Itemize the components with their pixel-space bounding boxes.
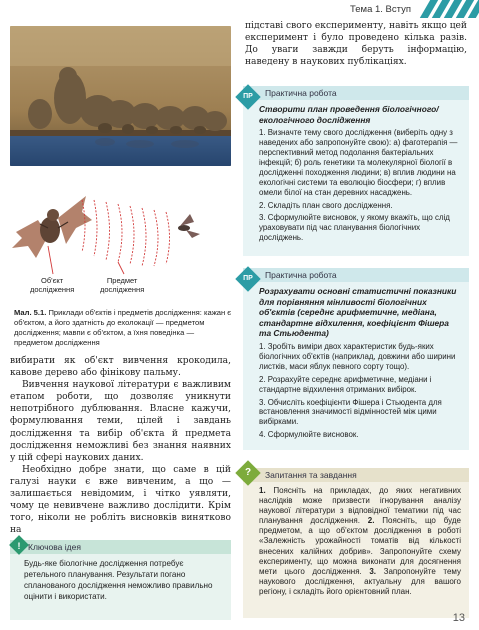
practical-badge-icon: ПР bbox=[243, 275, 253, 282]
practical-title: Створити план проведення біологічного/екологічного дослідження bbox=[259, 104, 439, 125]
practical-heading: Практична робота bbox=[243, 268, 469, 282]
label-subject: Предмет дослідження bbox=[100, 276, 145, 294]
left-body-text bbox=[10, 355, 231, 536]
practical-heading: Практична робота bbox=[243, 86, 469, 100]
practical-item: 4. Сформулюйте висновок. bbox=[259, 430, 359, 440]
question-number: 1. bbox=[259, 486, 266, 495]
practical-work-box-1 bbox=[243, 86, 469, 256]
bat-illustration bbox=[12, 196, 92, 258]
left-paragraph-3: Необхідно добре знати, що саме в цій галузі науки є вже вивченим, а що — залишається невідомим, і чітко уявляти, чому це невивчене важливо дослідити. Крім того, ніколи не робліть висновків винятково на bbox=[10, 464, 231, 536]
key-idea-heading: Ключова ідея bbox=[10, 540, 231, 554]
question-number: 3. bbox=[369, 566, 377, 576]
page-number: 13 bbox=[452, 612, 465, 624]
bat-echolocation-figure bbox=[8, 182, 233, 302]
practical-item: 2. Розрахуйте середнє арифметичне, медіани і стандартне відхилення отриманих вибірок. bbox=[259, 374, 432, 394]
caption-text: Приклади об'єктів і предметів дослідження: кажан є об'єктом, а його здатність до ехолокації — предметом дослідження; мавпи є об'єктом, а їхня поведінка — предметом дослідження bbox=[14, 308, 232, 347]
practical-item: 3. Обчисліть коефіцієнти Фішера і Стьюдента для встановлення значимості відмінностей між цими вибірками. bbox=[259, 397, 442, 427]
left-paragraph-1: вибирати як об'єкт вивчення крокодила, кавове дерево або фініковy пальму. bbox=[10, 356, 231, 379]
question-number: 2. bbox=[367, 516, 375, 526]
header-title: Тема 1. Вступ bbox=[349, 3, 411, 15]
questions-heading: Запитання та завдання bbox=[243, 468, 469, 482]
questions-text bbox=[243, 482, 469, 597]
question-mark-icon: ? bbox=[244, 467, 252, 478]
practical-item: 1. Визначте тему свого дослідження (виберіть одну з наведених або запропонуйте свою): а) фаготерапія — перспективний метод подолання бактеріальних інфекцій; б) роль генетики та молекулярної біології в дослідженні походження людини; в) вплив людини на екологічні системи та еволюцію біосфери; г) вплив омели білої на стан деревних насаджень. bbox=[259, 128, 458, 197]
right-paragraph: підставі свого експерименту, навіть якщо цей експеримент і було проведено кілька разів. До уваги завжди беруть інформацію, наведену в наукових публікаціях. bbox=[245, 21, 467, 68]
baboons-photo bbox=[10, 26, 231, 166]
key-idea-text: Будь-яке біологічне дослідження потребує ретельного планування. Результати погано спланованого дослідження неможливо правильно оцінити і використати. bbox=[24, 559, 213, 601]
practical-item: 1. Зробіть виміри двох характеристик будь-яких біологічних об'єктів (наприклад, довжини або ширини листків, маси яблук певного сорту тощо). bbox=[259, 341, 456, 371]
question-text: Запропонуйте тему наукового дослідження, актуальну для вашого регіону, і складіть його орієнтовний план. bbox=[259, 566, 461, 596]
key-idea-box bbox=[10, 540, 231, 620]
practical-item: 2. Складіть план свого дослідження. bbox=[259, 200, 393, 210]
label-object: Об'єкт дослідження bbox=[30, 276, 75, 294]
page-header bbox=[339, 0, 479, 18]
practical-work-box-2 bbox=[243, 268, 469, 450]
practical-item: 3. Сформулюйте висновок, у якому вкажіть, що слід ураховувати під час планування біологічних досліджень. bbox=[259, 213, 450, 243]
figure-caption bbox=[14, 308, 234, 348]
left-paragraph-2: Вивчення наукової літератури є важливим етапом роботи, що дозволяє уникнути непотрібного дублювання. Власне кажучи, формулювання теми, цілей і завдань дослідження та вибір об'єкта й предмета дослідження неможливі без знання наявних у цій сфері наукових даних. bbox=[10, 380, 231, 463]
caption-label: Мал. 5.1. bbox=[14, 308, 47, 317]
insect-illustration bbox=[178, 214, 200, 238]
header-stripes bbox=[419, 0, 479, 18]
practical-title: Розрахувати основні статистичні показники для порівняння мінливості біологічних об'єктів (середнє арифметичне, медіана, стандартне відхилення, коефіцієнт Фішера та Стьюдента) bbox=[259, 286, 457, 339]
practical-badge-icon: ПР bbox=[243, 93, 253, 100]
right-body-text bbox=[245, 20, 467, 68]
question-text: Поясніть, що буде предметом, а що об'єктом дослідження в роботі «Залежність урожайності томатів від кількості внесених калійних добрив». Запропонуйте схему експерименту, що можна виконати для досягнення мети цього дослідження. bbox=[259, 516, 461, 576]
exclamation-icon: ! bbox=[17, 541, 21, 551]
question-text: Поясніть на прикладах, до яких негативних наслідків може призвести ігнорування аналізу наукової літератури з відповідної тематики під час планування дослідження. bbox=[259, 486, 461, 526]
questions-box bbox=[243, 468, 469, 618]
